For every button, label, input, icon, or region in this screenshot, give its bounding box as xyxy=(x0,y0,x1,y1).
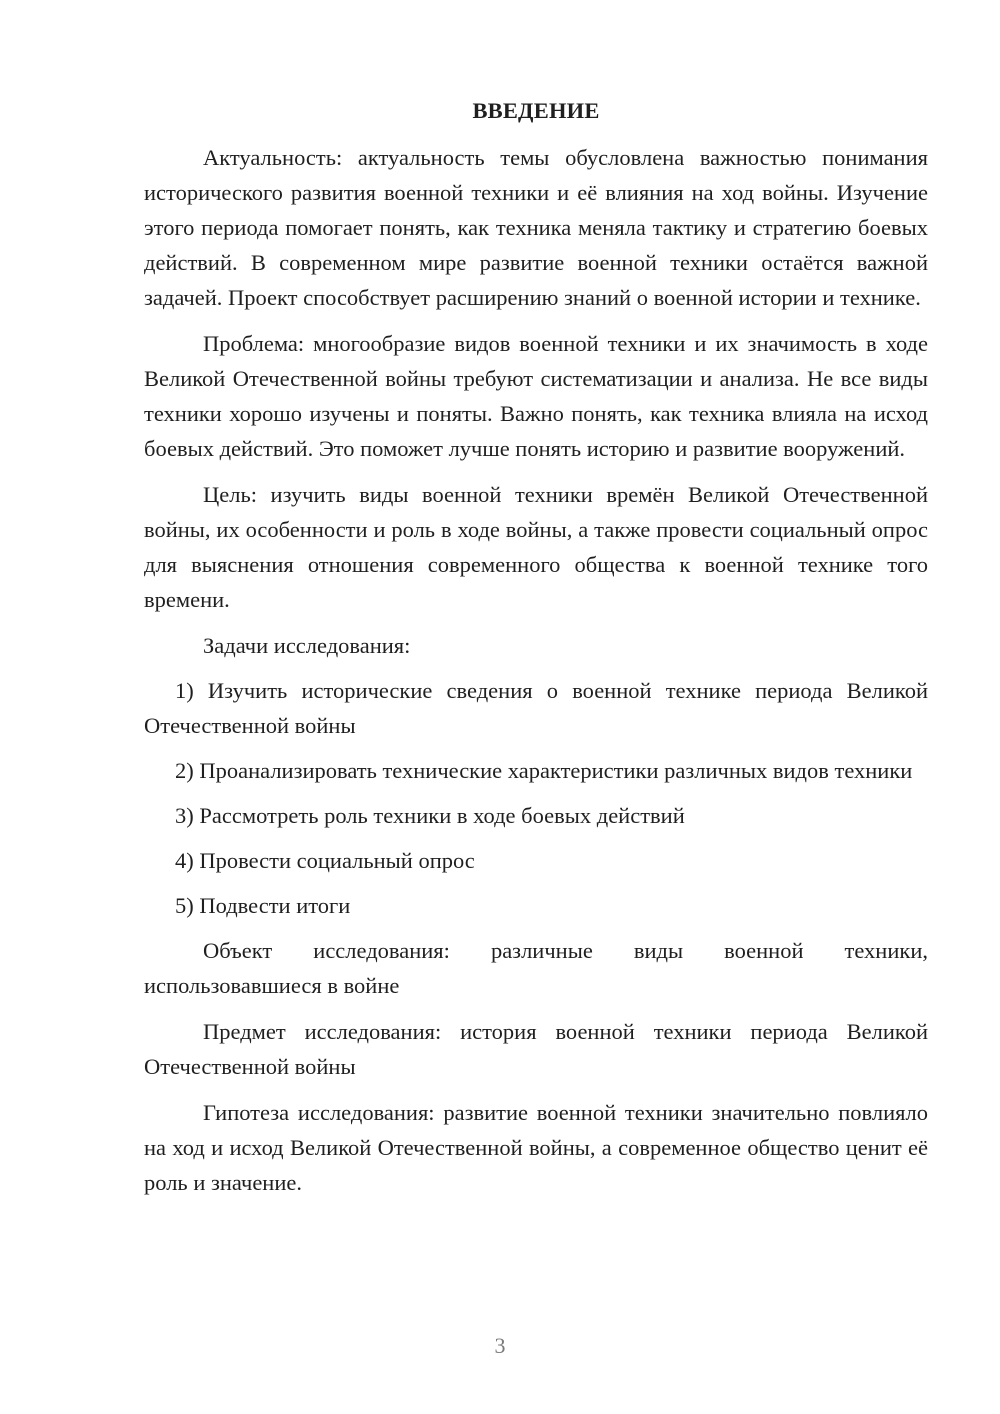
subject-paragraph: Предмет исследования: история военной техники периода Великой Отечественной войны xyxy=(144,1019,928,1079)
section-title: ВВЕДЕНИЕ xyxy=(472,98,600,123)
object-paragraph: Объект исследования: различные виды военной техники, использовавшиеся в войне xyxy=(144,938,928,998)
hypothesis-paragraph: Гипотеза исследования: развитие военной техники значительно повлияло на ход и исход Великой Отечественной войны, а современное общество ценит её роль и значение. xyxy=(144,1100,928,1195)
goal-paragraph: Цель: изучить виды военной техники времён Великой Отечественной войны, их особенности и роль в ходе войны, а также провести социальный опрос для выяснения отношения современного общества к военной технике того времени. xyxy=(144,482,928,612)
problem-paragraph: Проблема: многообразие видов военной техники и их значимость в ходе Великой Отечественной войны требуют систематизации и анализа. Не все виды техники хорошо изучены и поняты. Важно понять, как техника влияла на исход боевых действий. Это поможет лучше понять историю и развитие вооружений. xyxy=(144,331,928,461)
relevance-paragraph: Актуальность: актуальность темы обусловлена важностью понимания исторического развития военной техники и её влияния на ход войны. Изучение этого периода помогает понять, как техника меняла тактику и стратегию боевых действий. В современном мире развитие военной техники остаётся важной задачей. Проект способствует расширению знаний о военной истории и технике. xyxy=(144,145,928,310)
task-item-2: 2) Проанализировать технические характеристики различных видов техники xyxy=(175,758,913,783)
tasks-heading: Задачи исследования: xyxy=(203,633,411,658)
task-item-4: 4) Провести социальный опрос xyxy=(175,848,475,873)
task-item-5: 5) Подвести итоги xyxy=(175,893,351,918)
page-number: 3 xyxy=(494,1333,506,1358)
document-page xyxy=(144,93,928,1211)
tasks-list xyxy=(144,673,928,923)
task-item-3: 3) Рассмотреть роль техники в ходе боевых действий xyxy=(175,803,685,828)
task-item-1: 1) Изучить исторические сведения о военной технике периода Великой Отечественной войны xyxy=(144,678,928,738)
